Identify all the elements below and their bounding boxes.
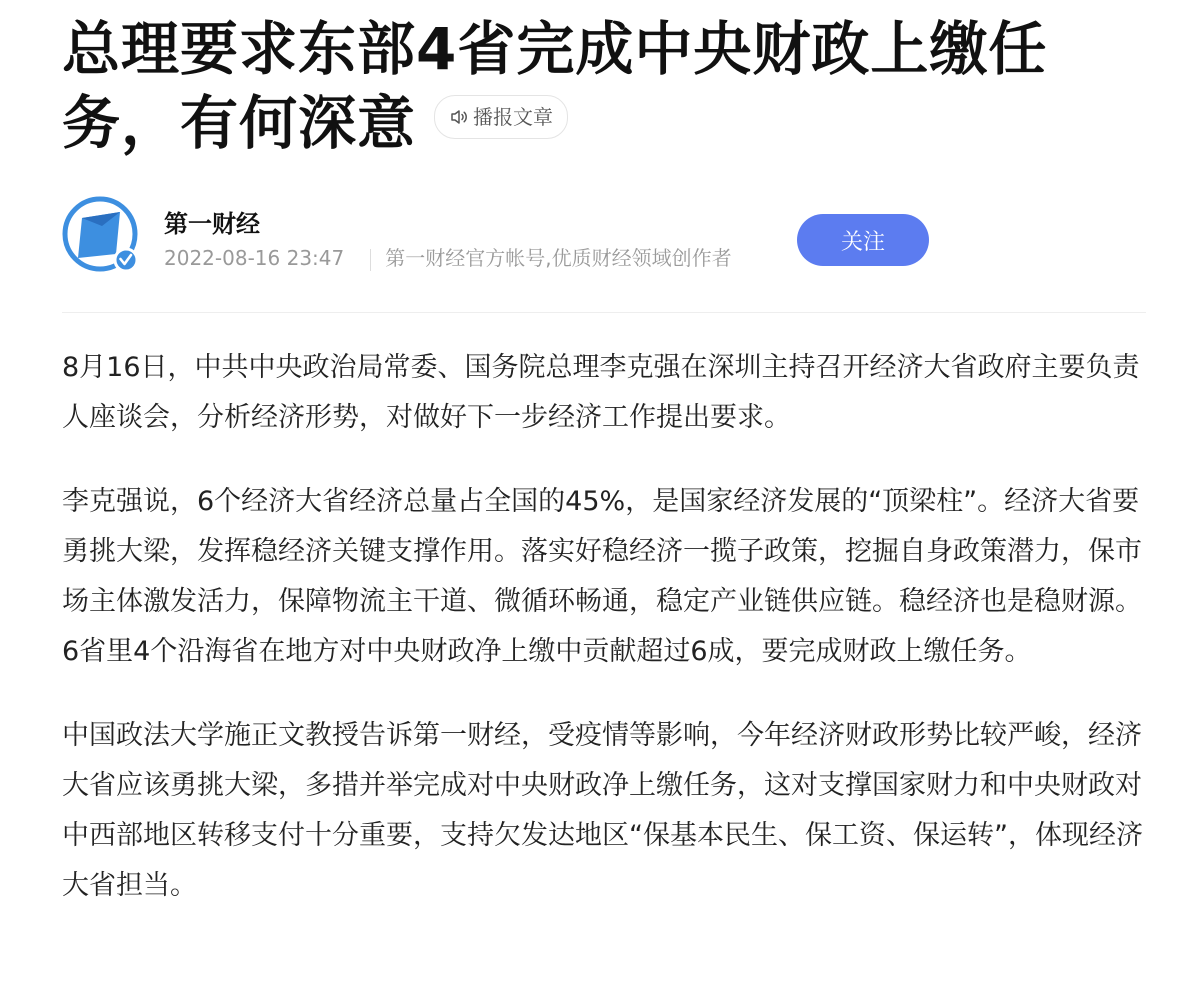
paragraph: 中国政法大学施正文教授告诉第一财经，受疫情等影响，今年经济财政形势比较严峻，经济大省应该勇挑大梁，多措并举完成对中央财政净上缴任务，这对支撑国家财力和中央财政对中西部地区转移支付十分重要，支持欠发达地区“保基本民生、保工资、保运转”，体现经济大省担当。	[62, 720, 1143, 901]
yicai-logo-icon	[62, 196, 140, 274]
author-bar	[62, 192, 1146, 313]
paragraph: 8月16日，中共中央政治局常委、国务院总理李克强在深圳主持召开经济大省政府主要负责人座谈会，分析经济形势，对做好下一步经济工作提出要求。	[62, 352, 1140, 433]
listen-article-label: 播报文章	[473, 104, 554, 129]
article-body	[62, 313, 1146, 911]
follow-button[interactable]: 关注	[797, 214, 929, 266]
paragraph: 李克强说，6个经济大省经济总量占全国的45%，是国家经济发展的“顶梁柱”。经济大省要勇挑大梁，发挥稳经济关键支撑作用。落实好稳经济一揽子政策，挖掘自身政策潜力，保市场主体激发活力，保障物流主干道、微循环畅通，稳定产业链供应链。稳经济也是稳财源。6省里4个沿海省在地方对中央财政净上缴中贡献超过6成，要完成财政上缴任务。	[62, 486, 1142, 667]
article	[62, 0, 1146, 945]
avatar[interactable]	[62, 196, 140, 274]
article-title	[62, 0, 1146, 160]
speaker-icon	[449, 107, 469, 127]
author-description: 第一财经官方帐号,优质财经领域创作者	[385, 246, 732, 270]
publish-date: 2022-08-16 23:47	[164, 246, 345, 270]
article-title-text: 总理要求东部4省完成中央财政上缴任务，有何深意	[62, 15, 1048, 157]
author-meta	[164, 242, 732, 271]
meta-divider	[370, 249, 371, 271]
listen-article-button[interactable]	[434, 95, 568, 139]
author-name[interactable]: 第一财经	[164, 210, 260, 238]
